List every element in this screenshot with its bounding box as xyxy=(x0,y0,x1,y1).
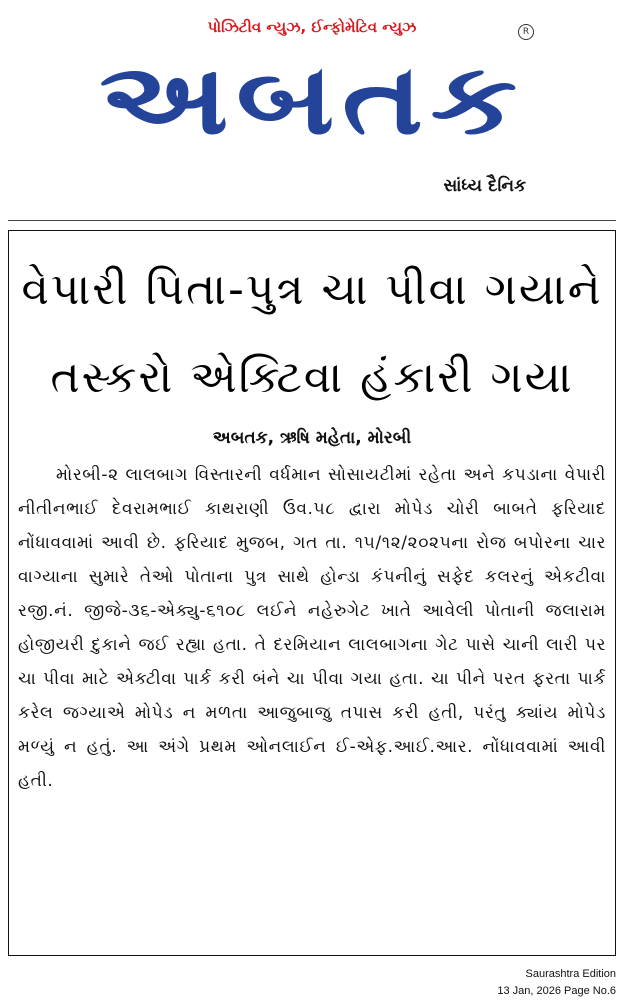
edition-type: સાંધ્ય દૈનિક xyxy=(443,176,526,196)
article-byline: અબતક, ઋષિ મહેતા, મોરબી xyxy=(212,428,412,448)
headline-line-2: તસ્કરો એક્ટિવા હંકારી ગયા xyxy=(50,352,574,403)
headline-line-1: વેપારી પિતા-પુત્ર ચા પીવા ગયાને xyxy=(21,264,603,315)
footer-date-page: 13 Jan, 2026 Page No.6 xyxy=(497,985,616,997)
masthead-logo: અબતક xyxy=(99,43,525,157)
registered-mark-icon: R xyxy=(518,24,534,40)
page-footer xyxy=(497,966,616,1000)
article-body: મોરબી-૨ લાલબાગ વિસ્તારની વર્ધમાન સોસાયટીમાં રહેતા અને કપડાના વેપારી નીતીનભાઈ દેવરામભાઈ કાથરાણી ઉવ.૫૮ દ્વારા મોપેડ ચોરી બાબતે ફરિયાદ નોંધાવવામાં આવી છે. ફરિયાદ મુજબ, ગત તા. ૧૫/૧૨/૨૦૨૫ના રોજ બપોરના ચાર વાગ્યાના સુમારે તેઓ પોતાના પુત્ર સાથે હોન્ડા કંપનીનું સફેદ કલરનું એકટીવા રજી.નં. જીજે-૩૬-એક્યુ-૬૧૦૮ લઈને નહેરુગેટ ખાતે આવેલી પોતાની જલારામ હોજીયરી દુકાને જઈ રહ્યા હતા. તે દરમિયાન લાલબાગના ગેટ પાસે ચાની લારી પર ચા પીવા માટે એક્ટીવા પાર્ક કરી બંને ચા પીવા ગયા હતા. ચા પીને પરત ફરતા પાર્ક કરેલ જગ્યાએ મોપેડ ન મળતા આજુબાજુ તપાસ કરી હતી, પરંતુ ક્યાંય મોપેડ મળ્યું ન હતું. આ અંગે પ્રથમ ઓનલાઈન ઈ-એફ.આઈ.આર. નોંધાવવામાં આવી હતી. xyxy=(18,465,606,791)
article-headline xyxy=(10,246,614,422)
masthead xyxy=(0,0,624,222)
masthead-divider xyxy=(8,220,616,221)
masthead-tagline: પોઝિટીવ ન્યુઝ, ઈન્ફોમેટિવ ન્યુઝ xyxy=(207,18,417,36)
footer-edition: Saurashtra Edition xyxy=(525,968,616,980)
